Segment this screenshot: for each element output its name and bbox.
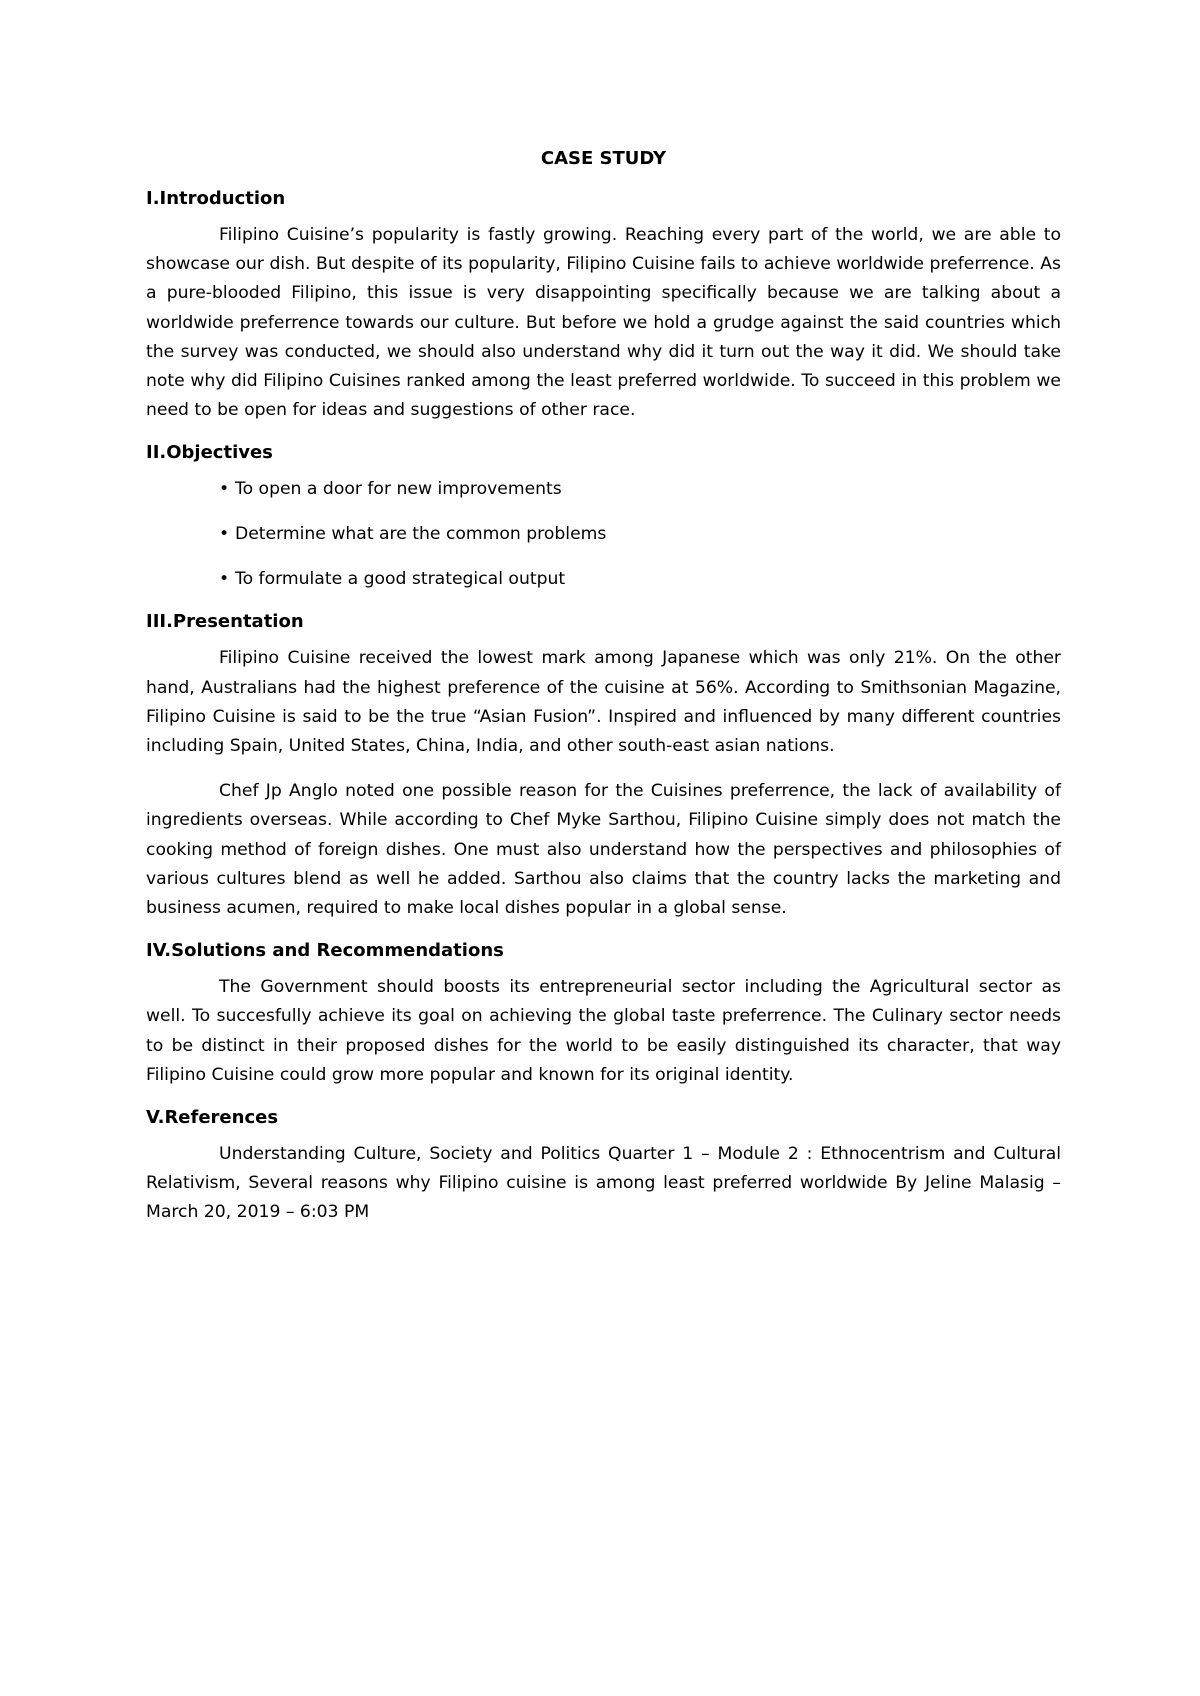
section-heading-presentation: III.Presentation: [146, 611, 304, 633]
document-title: CASE STUDY: [540, 148, 667, 169]
section-heading-references: V.References: [146, 1107, 279, 1129]
bullet-icon: •: [219, 569, 230, 590]
objectives-list: [146, 475, 1061, 594]
solutions-paragraph: The Government should boosts its entrepreneurial sector including the Agricultural sector as well. To succesfully achieve its goal on achieving the global taste preferrence. The Culinary sector needs to be distinct in their proposed dishes for the world to be easily distinguished its character, that way Filipino Cuisine could grow more popular and known for its original identity.: [146, 977, 1061, 1085]
list-item: [219, 475, 1061, 504]
references-paragraph: Understanding Culture, Society and Politics Quarter 1 – Module 2 : Ethnocentrism and Cultural Relativism, Several reasons why Filipino cuisine is among least preferred worldwide By Jeline Malasig – March 20, 2019 – 6:03 PM: [146, 1144, 1061, 1223]
objective-text: Determine what are the common problems: [235, 524, 607, 545]
objective-text: To open a door for new improvements: [235, 479, 562, 500]
presentation-paragraph-2: Chef Jp Anglo noted one possible reason for the Cuisines preferrence, the lack of availability of ingredients overseas. While according to Chef Myke Sarthou, Filipino Cuisine simply does not match the cooking method of foreign dishes. One must also understand how the perspectives and philosophies of various cultures blend as well he added. Sarthou also claims that the country lacks the marketing and business acumen, required to make local dishes popular in a global sense.: [146, 781, 1061, 919]
list-item: [219, 565, 1061, 594]
document-body: [146, 147, 1061, 1244]
introduction-paragraph: Filipino Cuisine’s popularity is fastly growing. Reaching every part of the world, we are able to showcase our dish. But despite of its popularity, Filipino Cuisine fails to achieve worldwide preferrence. As a pure-blooded Filipino, this issue is very disappointing specifically because we are talking about a worldwide preferrence towards our culture. But before we hold a grudge against the said countries which the survey was conducted, we should also understand why did it turn out the way it did. We should take note why did Filipino Cuisines ranked among the least preferred worldwide. To succeed in this problem we need to be open for ideas and suggestions of other race.: [146, 225, 1061, 421]
objective-text: To formulate a good strategical output: [235, 569, 566, 590]
section-heading-objectives: II.Objectives: [146, 442, 273, 464]
bullet-icon: •: [219, 524, 230, 545]
presentation-paragraph-1: Filipino Cuisine received the lowest mark among Japanese which was only 21%. On the other hand, Australians had the highest preference of the cuisine at 56%. According to Smithsonian Magazine, Filipino Cuisine is said to be the true “Asian Fusion”. Inspired and influenced by many different countries including Spain, United States, China, India, and other south-east asian nations.: [146, 648, 1061, 757]
bullet-icon: •: [219, 479, 230, 500]
list-item: [219, 520, 1061, 549]
section-heading-solutions: IV.Solutions and Recommendations: [146, 940, 504, 962]
section-heading-introduction: I.Introduction: [146, 188, 286, 209]
